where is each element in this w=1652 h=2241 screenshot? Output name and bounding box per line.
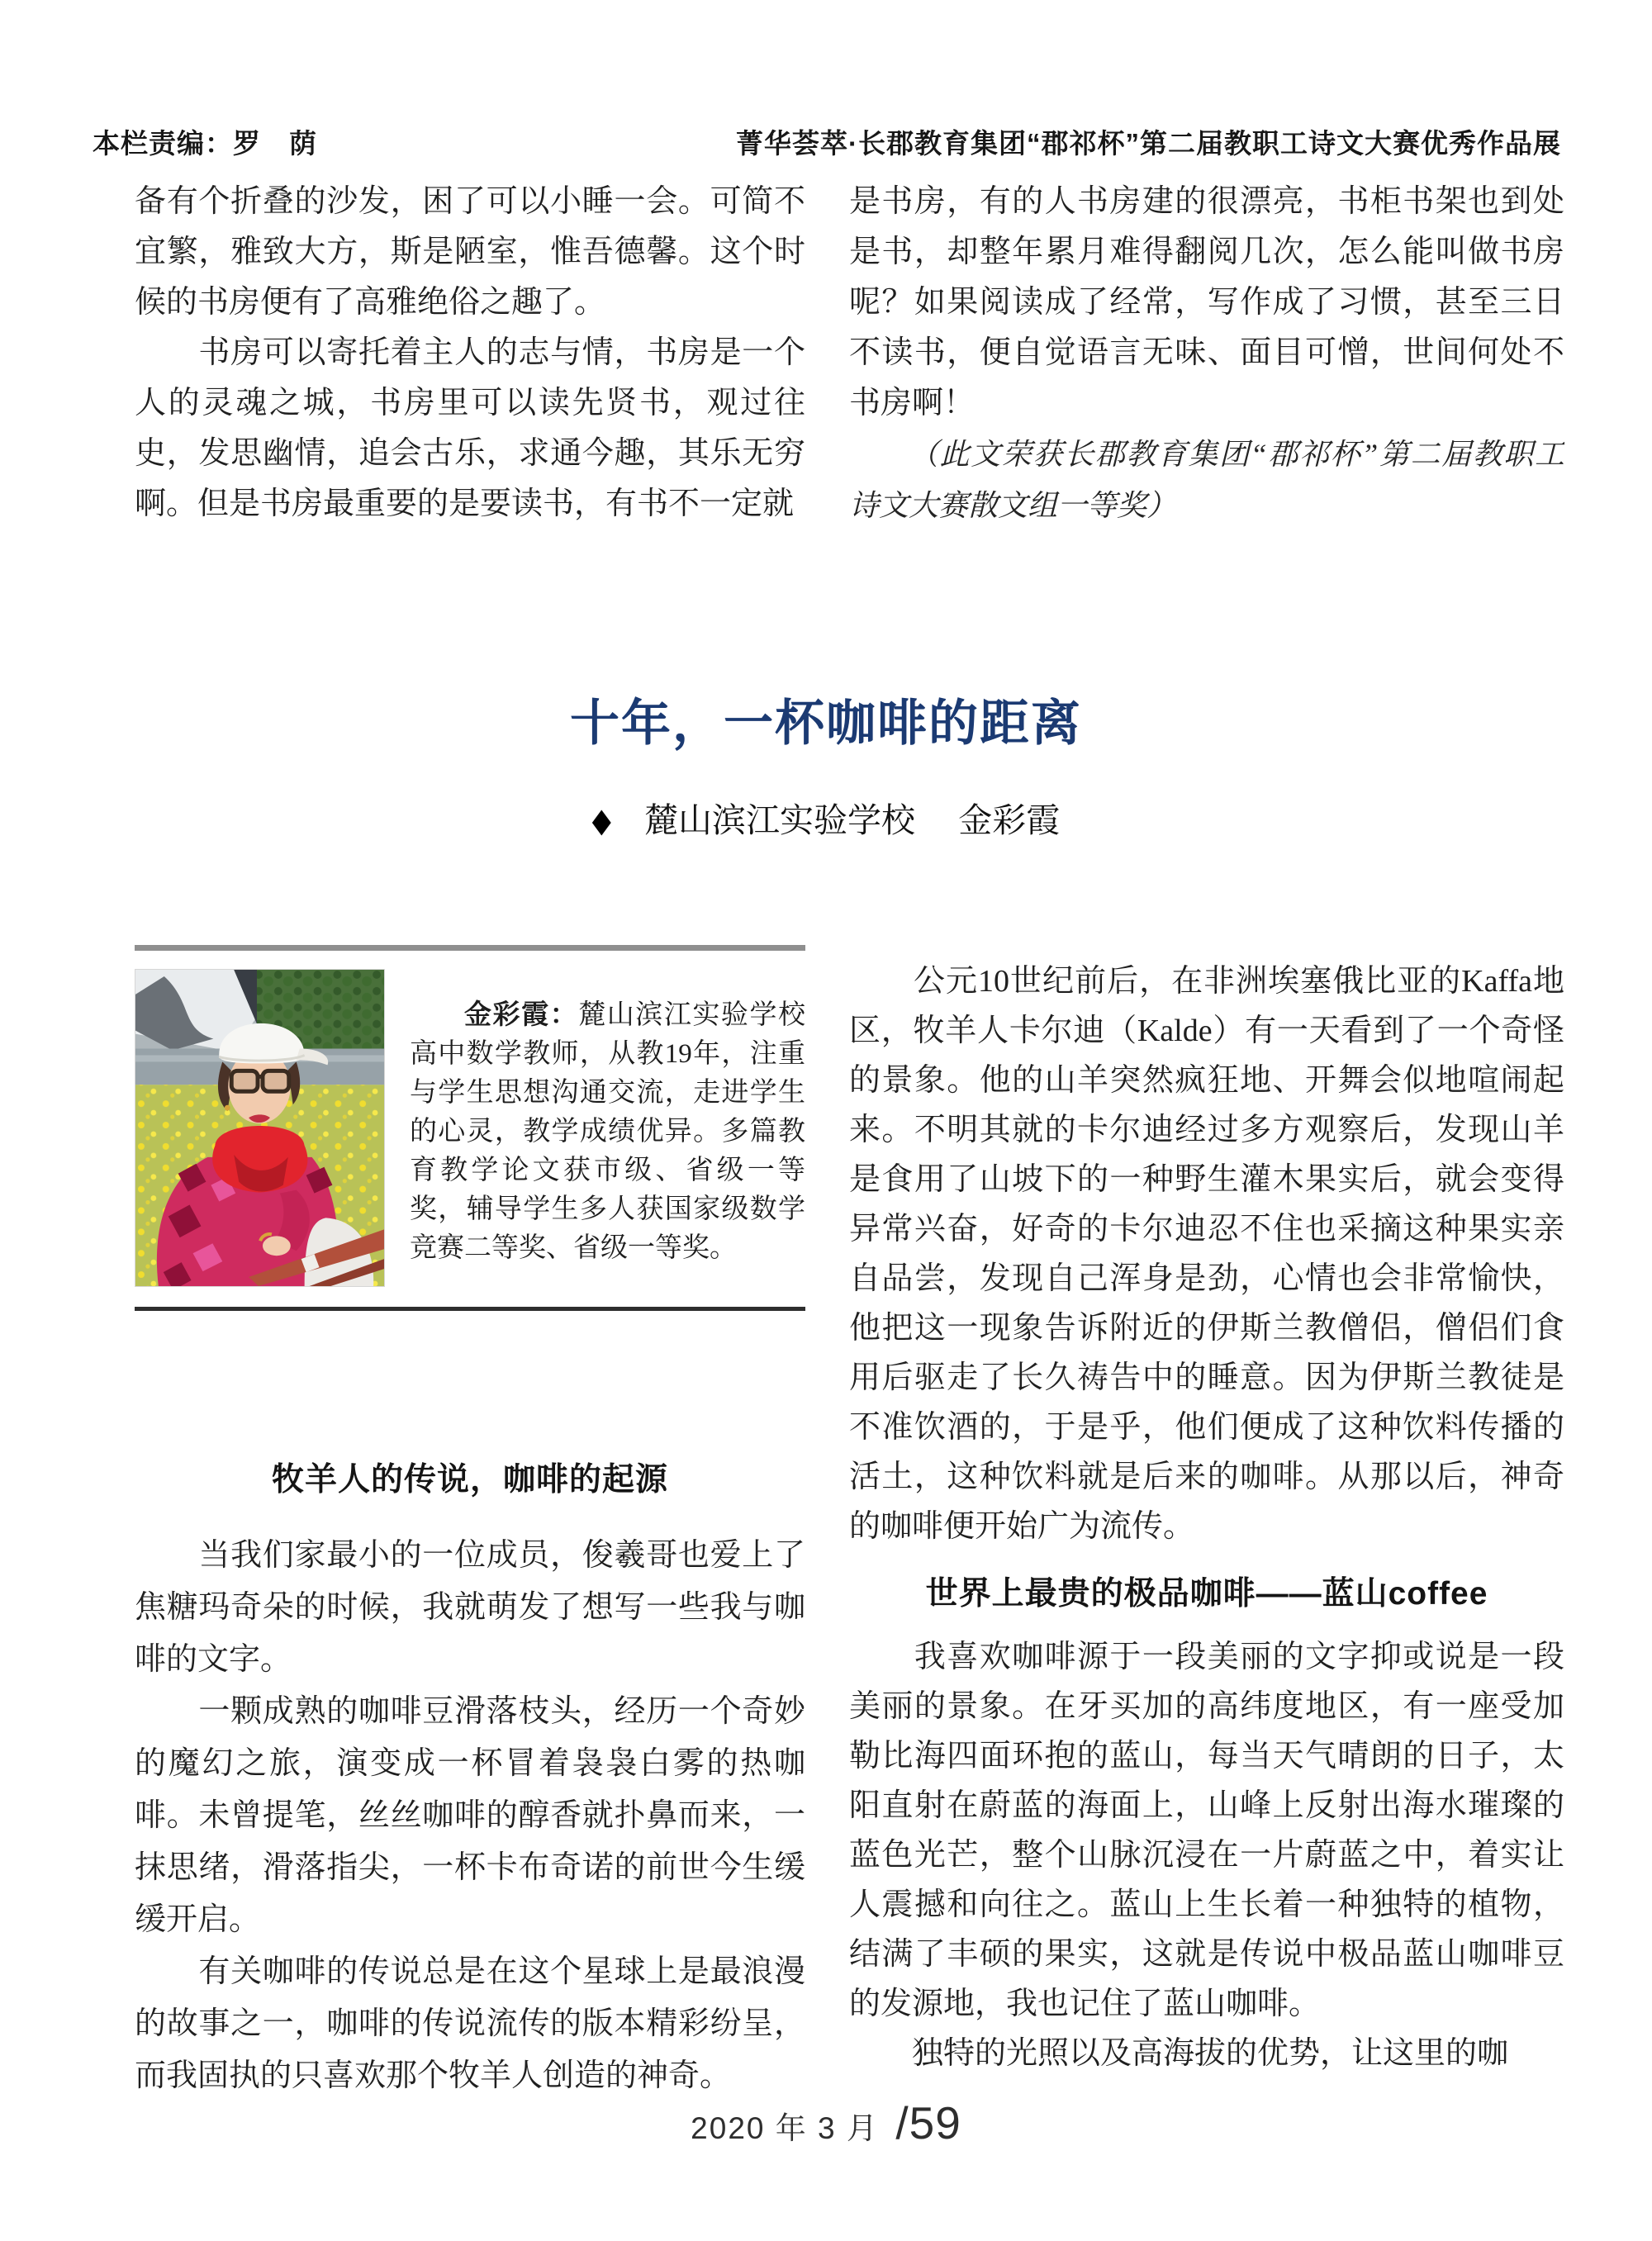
article-right-column	[849, 957, 1564, 2134]
page-header	[93, 122, 1561, 161]
prev-article-right-column	[849, 177, 1564, 623]
award-note: （此文荣获长郡教育集团“郡祁杯”第二届教职工诗文大赛散文组一等奖）	[849, 438, 1564, 522]
article-left-column	[135, 1530, 805, 2129]
article-title: 十年，一杯咖啡的距离	[570, 696, 1082, 751]
paragraph: 我喜欢咖啡源于一段美丽的文字抑或说是一段美丽的景象。在牙买加的高纬度地区，有一座受加勒比海四面环抱的蓝山，每当天气晴朗的日子，太阳直射在蔚蓝的海面上，山峰上反射出海水璀璨的蓝色光芒，整个山脉沉浸在一片蔚蓝之中，着实让人震撼和向往之。蓝山上生长着一种独特的植物，结满了丰硕的果实，这就是传说中极品蓝山咖啡豆的发源地，我也记住了蓝山咖啡。	[849, 1640, 1564, 2021]
page-footer	[0, 2096, 1652, 2149]
paragraph: 公元10世纪前后，在非洲埃塞俄比亚的Kaffa地区，牧羊人卡尔迪（Kalde）有一天看到了一个奇怪的景象。他的山羊突然疯狂地、开舞会似地喧闹起来。不明其就的卡尔迪经过多方观察后，发现山羊是食用了山坡下的一种野生灌木果实后，就会变得异常兴奋，好奇的卡尔迪忍不住也采摘这种果实亲自品尝，发现自己浑身是劲，心情也会非常愉快，他把这一现象告诉附近的伊斯兰教僧侣，僧侣们食用后驱走了长久祷告中的睡意。因为伊斯兰教徒是不准饮酒的，于是乎，他们便成了这种饮料传播的活土，这种饮料就是后来的咖啡。从那以后，神奇的咖啡便开始广为流传。	[849, 964, 1564, 1544]
author-name: 金彩霞：	[464, 1000, 579, 1030]
footer-page-number: /59	[895, 2097, 961, 2148]
byline-school: 麓山滨江实验学校	[644, 801, 916, 839]
author-photo	[135, 969, 385, 1287]
paragraph: 是书房，有的人书房建的很漂亮，书柜书架也到处是书，却整年累月难得翻阅几次，怎么能叫做书房呢？如果阅读成了经常，写作成了习惯，甚至三日不读书，便自觉语言无味、面目可憎，世间何处不书房啊！	[849, 184, 1564, 420]
author-bio-box	[135, 945, 805, 1311]
paragraph: 有关咖啡的传说总是在这个星球上是最浪漫的故事之一，咖啡的传说流传的版本精彩纷呈，而我固执的只喜欢那个牧羊人创造的神奇。	[135, 1954, 805, 2093]
diamond-icon: ◆	[591, 800, 611, 841]
paragraph: 书房可以寄托着主人的志与情，书房是一个人的灵魂之城，书房里可以读先贤书，观过往史，发思幽情，追会古乐，求通今趣，其乐无穷啊。但是书房最重要的是要读书，有书不一定就	[135, 335, 805, 521]
paragraph: 当我们家最小的一位成员，俊羲哥也爱上了焦糖玛奇朵的时候，我就萌发了想写一些我与咖啡的文字。	[135, 1538, 805, 1677]
paragraph: 一颗成熟的咖啡豆滑落枝头，经历一个奇妙的魔幻之旅，演变成一杯冒着袅袅白雾的热咖啡。未曾提笔，丝丝咖啡的醇香就扑鼻而来，一抹思绪，滑落指尖，一杯卡布奇诺的前世今生缓缓开启。	[135, 1694, 805, 1937]
footer-date: 2020 年 3 月	[691, 2111, 879, 2145]
author-photo-image	[135, 970, 384, 1286]
author-bio-text	[410, 996, 805, 1268]
author-bio-body: 麓山滨江实验学校高中数学教师，从教19年，注重与学生思想沟通交流，走进学生的心灵，教学成绩优异。多篇教育教学论文获市级、省级一等奖，辅导学生多人获国家级数学竞赛二等奖、省级一等奖。	[410, 1000, 806, 1263]
article-byline	[0, 793, 1652, 842]
section-heading-bluemountain: 世界上最贵的极品咖啡——蓝山coffee	[925, 1576, 1488, 1612]
prev-article-left-column	[135, 177, 805, 532]
column-editor-label: 本栏责编：罗 荫	[93, 128, 317, 159]
section-heading-origin: 牧羊人的传说，咖啡的起源	[271, 1462, 668, 1498]
byline-author: 金彩霞	[958, 801, 1061, 839]
header-banner: 菁华荟萃·长郡教育集团“郡祁杯”第二届教职工诗文大赛优秀作品展	[736, 128, 1561, 159]
paragraph: 备有个折叠的沙发，困了可以小睡一会。可简不宜繁，雅致大方，斯是陋室，惟吾德馨。这个时候的书房便有了高雅绝俗之趣了。	[135, 184, 805, 320]
paragraph: 独特的光照以及高海拔的优势，让这里的咖	[849, 2036, 1509, 2071]
